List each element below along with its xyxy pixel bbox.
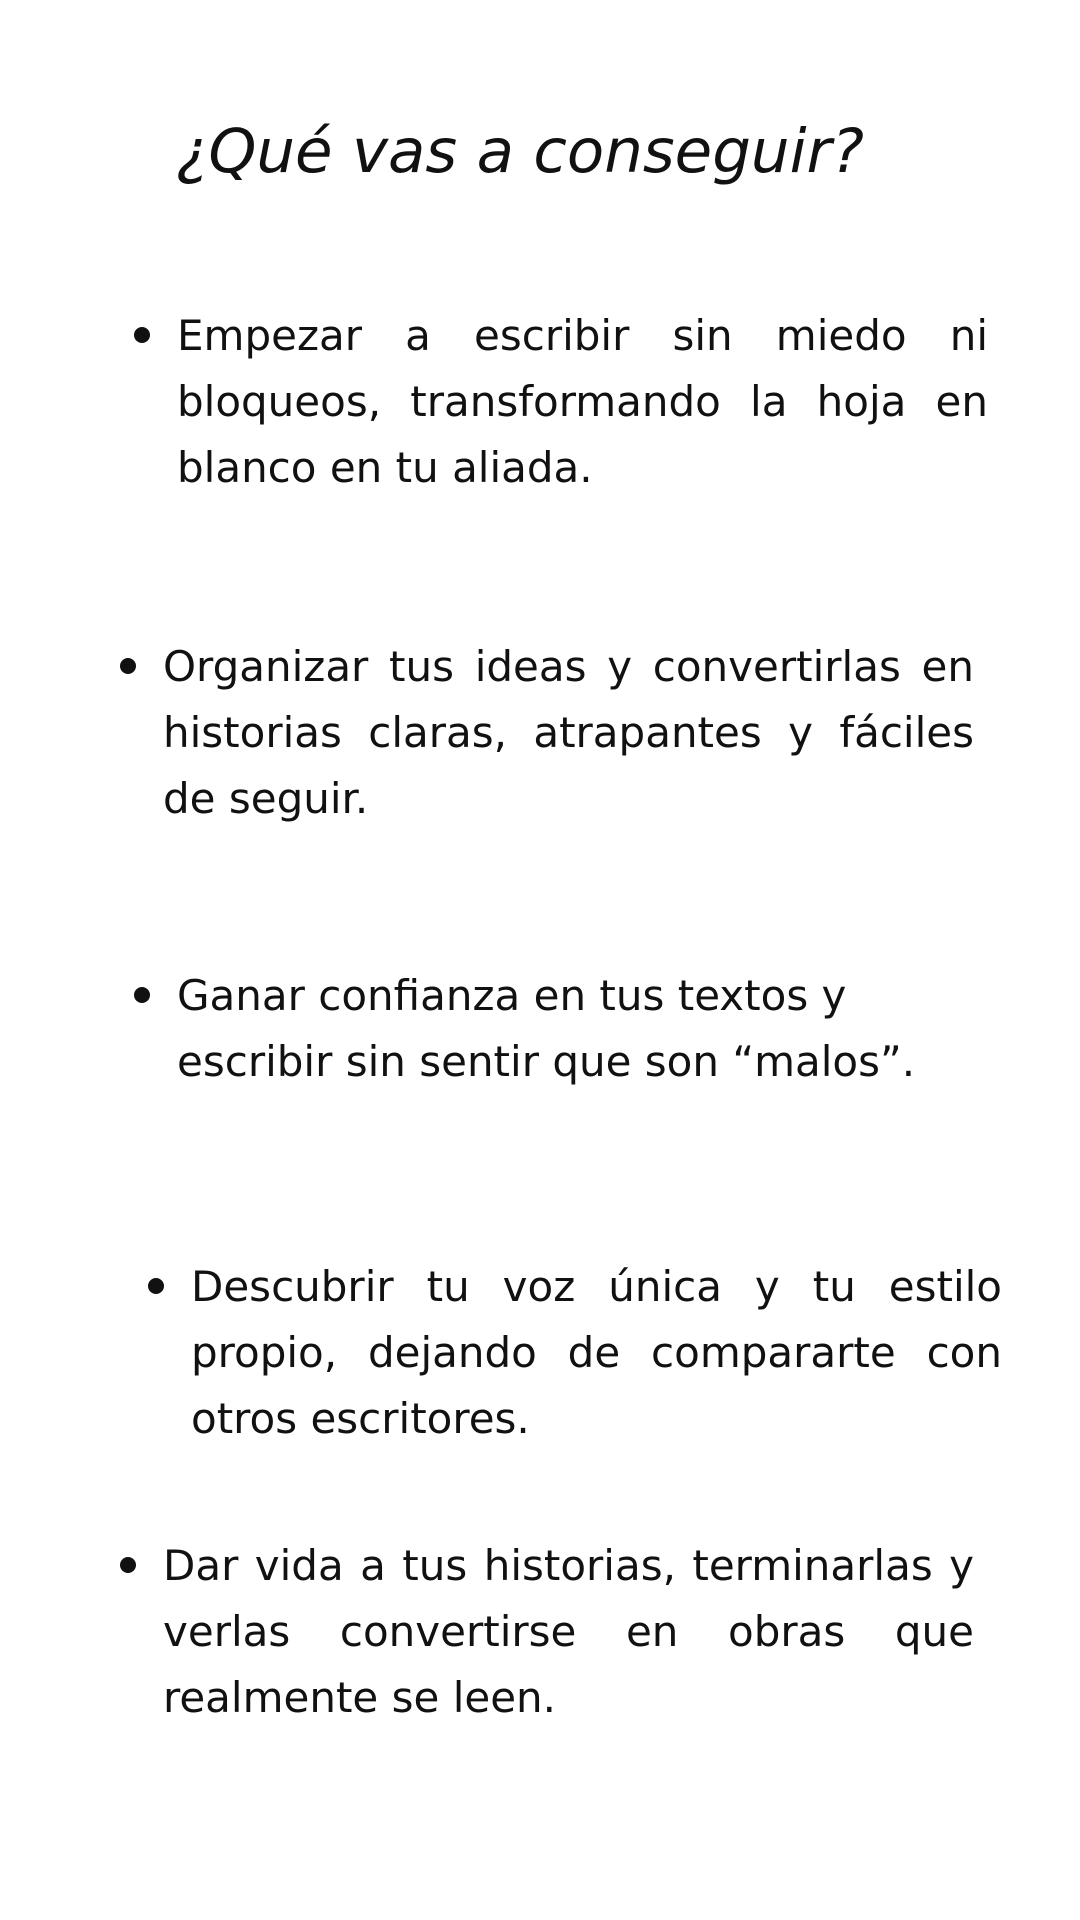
page-title: ¿Qué vas a conseguir? xyxy=(175,116,864,187)
benefit-item-2: Organizar tus ideas y convertirlas en historias claras, atrapantes y fáciles de seguir. xyxy=(163,642,974,823)
benefit-item-3: Ganar confianza en tus textos y escribir sin sentir que son “malos”. xyxy=(177,971,916,1086)
bullet-point-4 xyxy=(148,1278,164,1294)
bullet-point-3 xyxy=(134,987,150,1003)
benefit-item-5: Dar vida a tus historias, terminarlas y verlas convertirse en obras que realmente se leen. xyxy=(163,1541,974,1722)
benefit-item-1: Empezar a escribir sin miedo ni bloqueos, transformando la hoja en blanco en tu aliada. xyxy=(177,311,988,492)
bullet-point-2 xyxy=(120,658,136,674)
benefit-item-4: Descubrir tu voz única y tu estilo propio, dejando de compararte con otros escritores. xyxy=(191,1262,1002,1443)
bullet-point-1 xyxy=(134,327,150,343)
bullet-point-5 xyxy=(120,1557,136,1573)
